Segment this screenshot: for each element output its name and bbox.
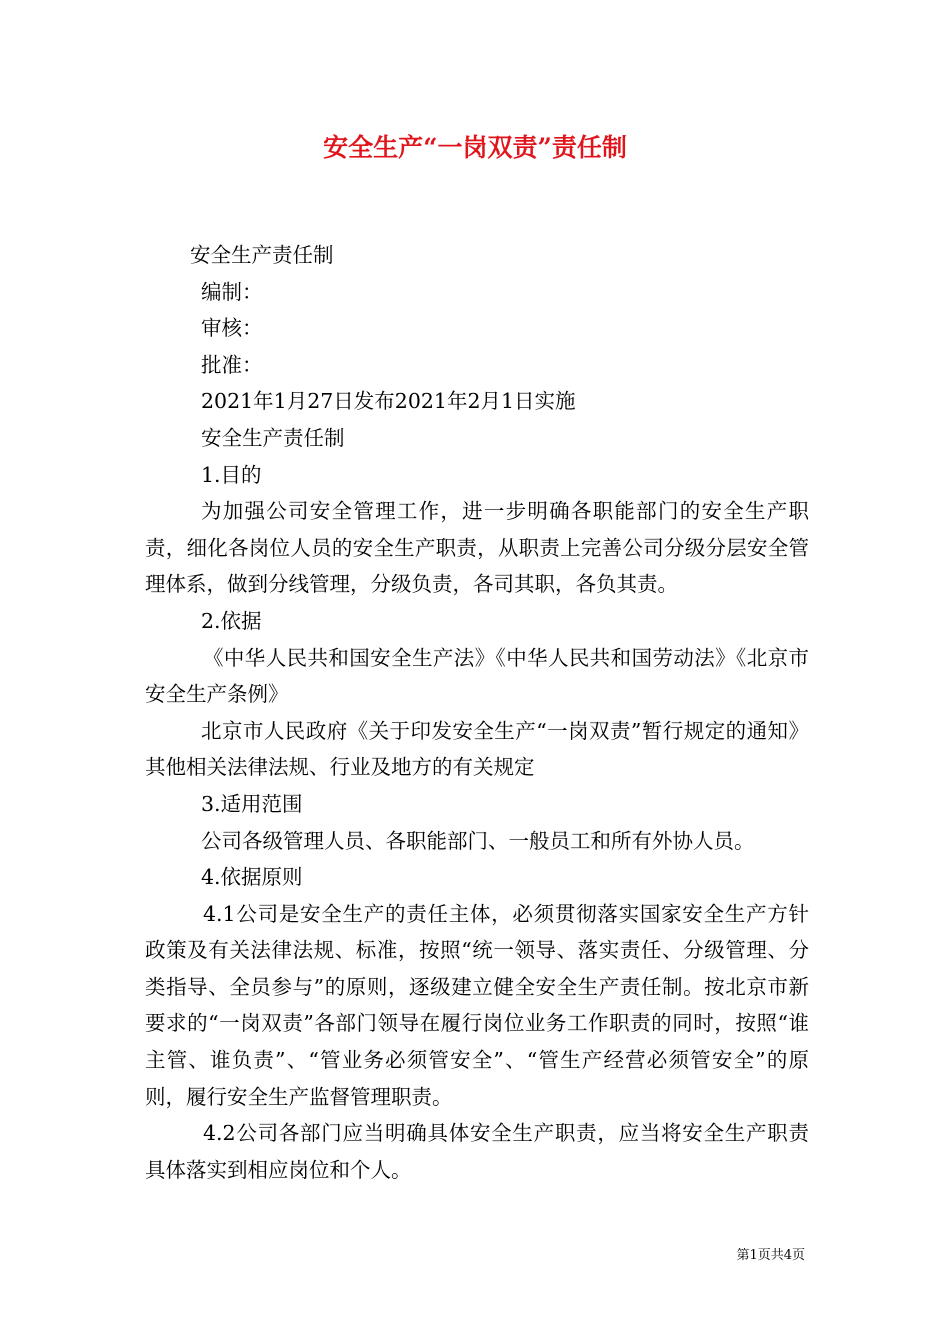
section-heading-main: 安全生产责任制 — [201, 425, 345, 450]
section-heading-basis: 2.依据 — [201, 608, 262, 633]
paragraph-principle-4-1: 4.1公司是安全生产的责任主体，必须贯彻落实国家安全生产方针政策及有关法律法规、标准，按照“统一领导、落实责任、分级管理、分类指导、全员参与”的原则，逐级建立健全安全生产责任制。按北京市新要求的“一岗双责”各部门领导在履行岗位业务工作职责的同时，按照“谁主管、谁负责”、“管业务必须管安全”、“管生产经营必须管安全”的原则，履行安全生产监督管理职责。 — [145, 901, 809, 1109]
field-compiled-by: 编制： — [201, 279, 263, 304]
paragraph-scope: 公司各级管理人员、各职能部门、一般员工和所有外协人员。 — [201, 828, 755, 853]
document-title: 安全生产“一岗双责”责任制 — [323, 133, 627, 162]
paragraph-purpose: 为加强公司安全管理工作，进一步明确各职能部门的安全生产职责，细化各岗位人员的安全生产职责，从职责上完善公司分级分层安全管理体系，做到分线管理，分级负责，各司其职，各负其责。 — [145, 499, 809, 597]
heading-responsibility-system: 安全生产责任制 — [190, 243, 334, 267]
publish-dates: 2021年1月27日发布2021年2月1日实施 — [201, 389, 576, 414]
section-heading-principles: 4.依据原则 — [201, 865, 303, 890]
section-heading-scope: 3.适用范围 — [201, 791, 303, 816]
paragraph-principle-4-2: 4.2公司各部门应当明确具体安全生产职责，应当将安全生产职责具体落实到相应岗位和个人。 — [145, 1121, 809, 1182]
section-heading-purpose: 1.目的 — [201, 462, 262, 487]
paragraph-basis-laws: 《中华人民共和国安全生产法》《中华人民共和国劳动法》《北京市安全生产条例》 — [145, 645, 809, 707]
field-reviewed-by: 审核： — [201, 316, 263, 341]
document-body — [145, 237, 809, 1188]
page-number-footer: 第1页共4页 — [736, 1248, 805, 1263]
paragraph-basis-notice: 北京市人民政府《关于印发安全生产“一岗双责”暂行规定的通知》其他相关法律法规、行业及地方的有关规定 — [145, 718, 809, 780]
field-approved-by: 批准： — [201, 352, 263, 377]
